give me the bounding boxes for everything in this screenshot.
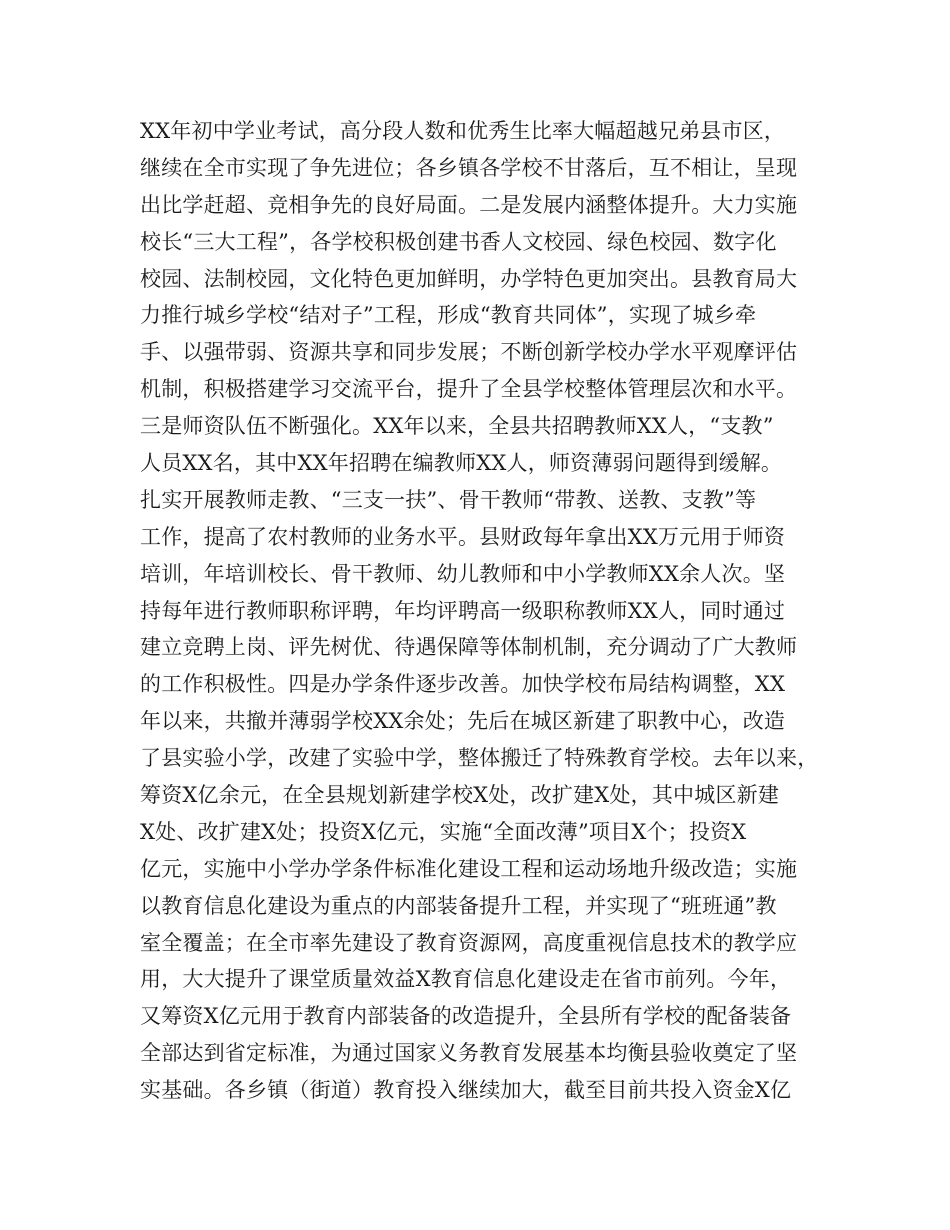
text-line-4: 校长“三大工程”，各学校积极创建书香人文校园、绿色校园、数字化 <box>140 229 777 254</box>
text-line-16: 的工作积极性。四是办学条件逐步改善。加快学校布局结构调整，XX <box>140 672 786 697</box>
text-line-26: 全部达到省定标准，为通过国家义务教育发展基本均衡县验收奠定了坚 <box>140 1041 798 1066</box>
body-text <box>140 113 830 1109</box>
text-line-6: 力推行城乡学校“结对子”工程，形成“教育共同体”，实现了城乡牵 <box>140 303 757 328</box>
text-line-25: 又筹资X亿元用于教育内部装备的改造提升，全县所有学校的配备装备 <box>140 1004 792 1029</box>
text-line-22: 以教育信息化建设为重点的内部装备提升工程，并实现了“班班通”教 <box>140 893 777 918</box>
text-line-19: 筹资X亿余元，在全县规划新建学校X处，改扩建X处，其中城区新建 <box>140 783 780 808</box>
text-line-13: 培训，年培训校长、骨干教师、幼儿教师和中小学教师XX余人次。坚 <box>140 561 786 586</box>
text-line-11: 扎实开展教师走教、“三支一扶”、骨干教师“带教、送教、支教”等 <box>140 487 757 512</box>
text-line-18: 了县实验小学，改建了实验中学，整体搬迁了特殊教育学校。去年以来， <box>140 746 819 771</box>
text-line-9: 三是师资队伍不断强化。XX年以来，全县共招聘教师XX人，“支教” <box>140 414 774 439</box>
text-line-5: 校园、法制校园，文化特色更加鲜明，办学特色更加突出。县教育局大 <box>140 266 798 291</box>
text-line-1: XX年初中学业考试，高分段人数和优秀生比率大幅超越兄弟县市区， <box>140 119 786 143</box>
text-line-3: 出比学赶超、竞相争先的良好局面。二是发展内涵整体提升。大力实施 <box>140 192 798 217</box>
text-line-27: 实基础。各乡镇（街道）教育投入继续加大，截至目前共投入资金X亿 <box>140 1078 792 1103</box>
text-line-15: 建立竞聘上岗、评先树优、待遇保障等体制机制，充分调动了广大教师 <box>140 635 798 660</box>
text-line-23: 室全覆盖；在全市率先建设了教育资源网，高度重视信息技术的教学应 <box>140 930 798 955</box>
text-line-17: 年以来，共撤并薄弱学校XX余处；先后在城区新建了职教中心，改造 <box>140 709 786 734</box>
text-line-14: 持每年进行教师职称评聘，年均评聘高一级职称教师XX人，同时通过 <box>140 598 786 623</box>
text-line-20: X处、改扩建X处；投资X亿元，实施“全面改薄”项目X个；投资X <box>140 819 747 844</box>
text-line-8: 机制，积极搭建学习交流平台，提升了全县学校整体管理层次和水平。 <box>140 377 798 402</box>
text-line-24: 用，大大提升了课堂质量效益X教育信息化建设走在省市前列。今年， <box>140 967 792 992</box>
text-line-2: 继续在全市实现了争先进位；各乡镇各学校不甘落后，互不相让，呈现 <box>140 155 798 180</box>
text-line-10: 人员XX名，其中XX年招聘在编教师XX人，师资薄弱问题得到缓解。 <box>140 451 783 476</box>
text-line-7: 手、以强带弱、资源共享和同步发展；不断创新学校办学水平观摩评估 <box>140 340 798 365</box>
text-line-21: 亿元，实施中小学办学条件标准化建设工程和运动场地升级改造；实施 <box>140 856 798 881</box>
text-line-12: 工作，提高了农村教师的业务水平。县财政每年拿出XX万元用于师资 <box>140 524 786 549</box>
